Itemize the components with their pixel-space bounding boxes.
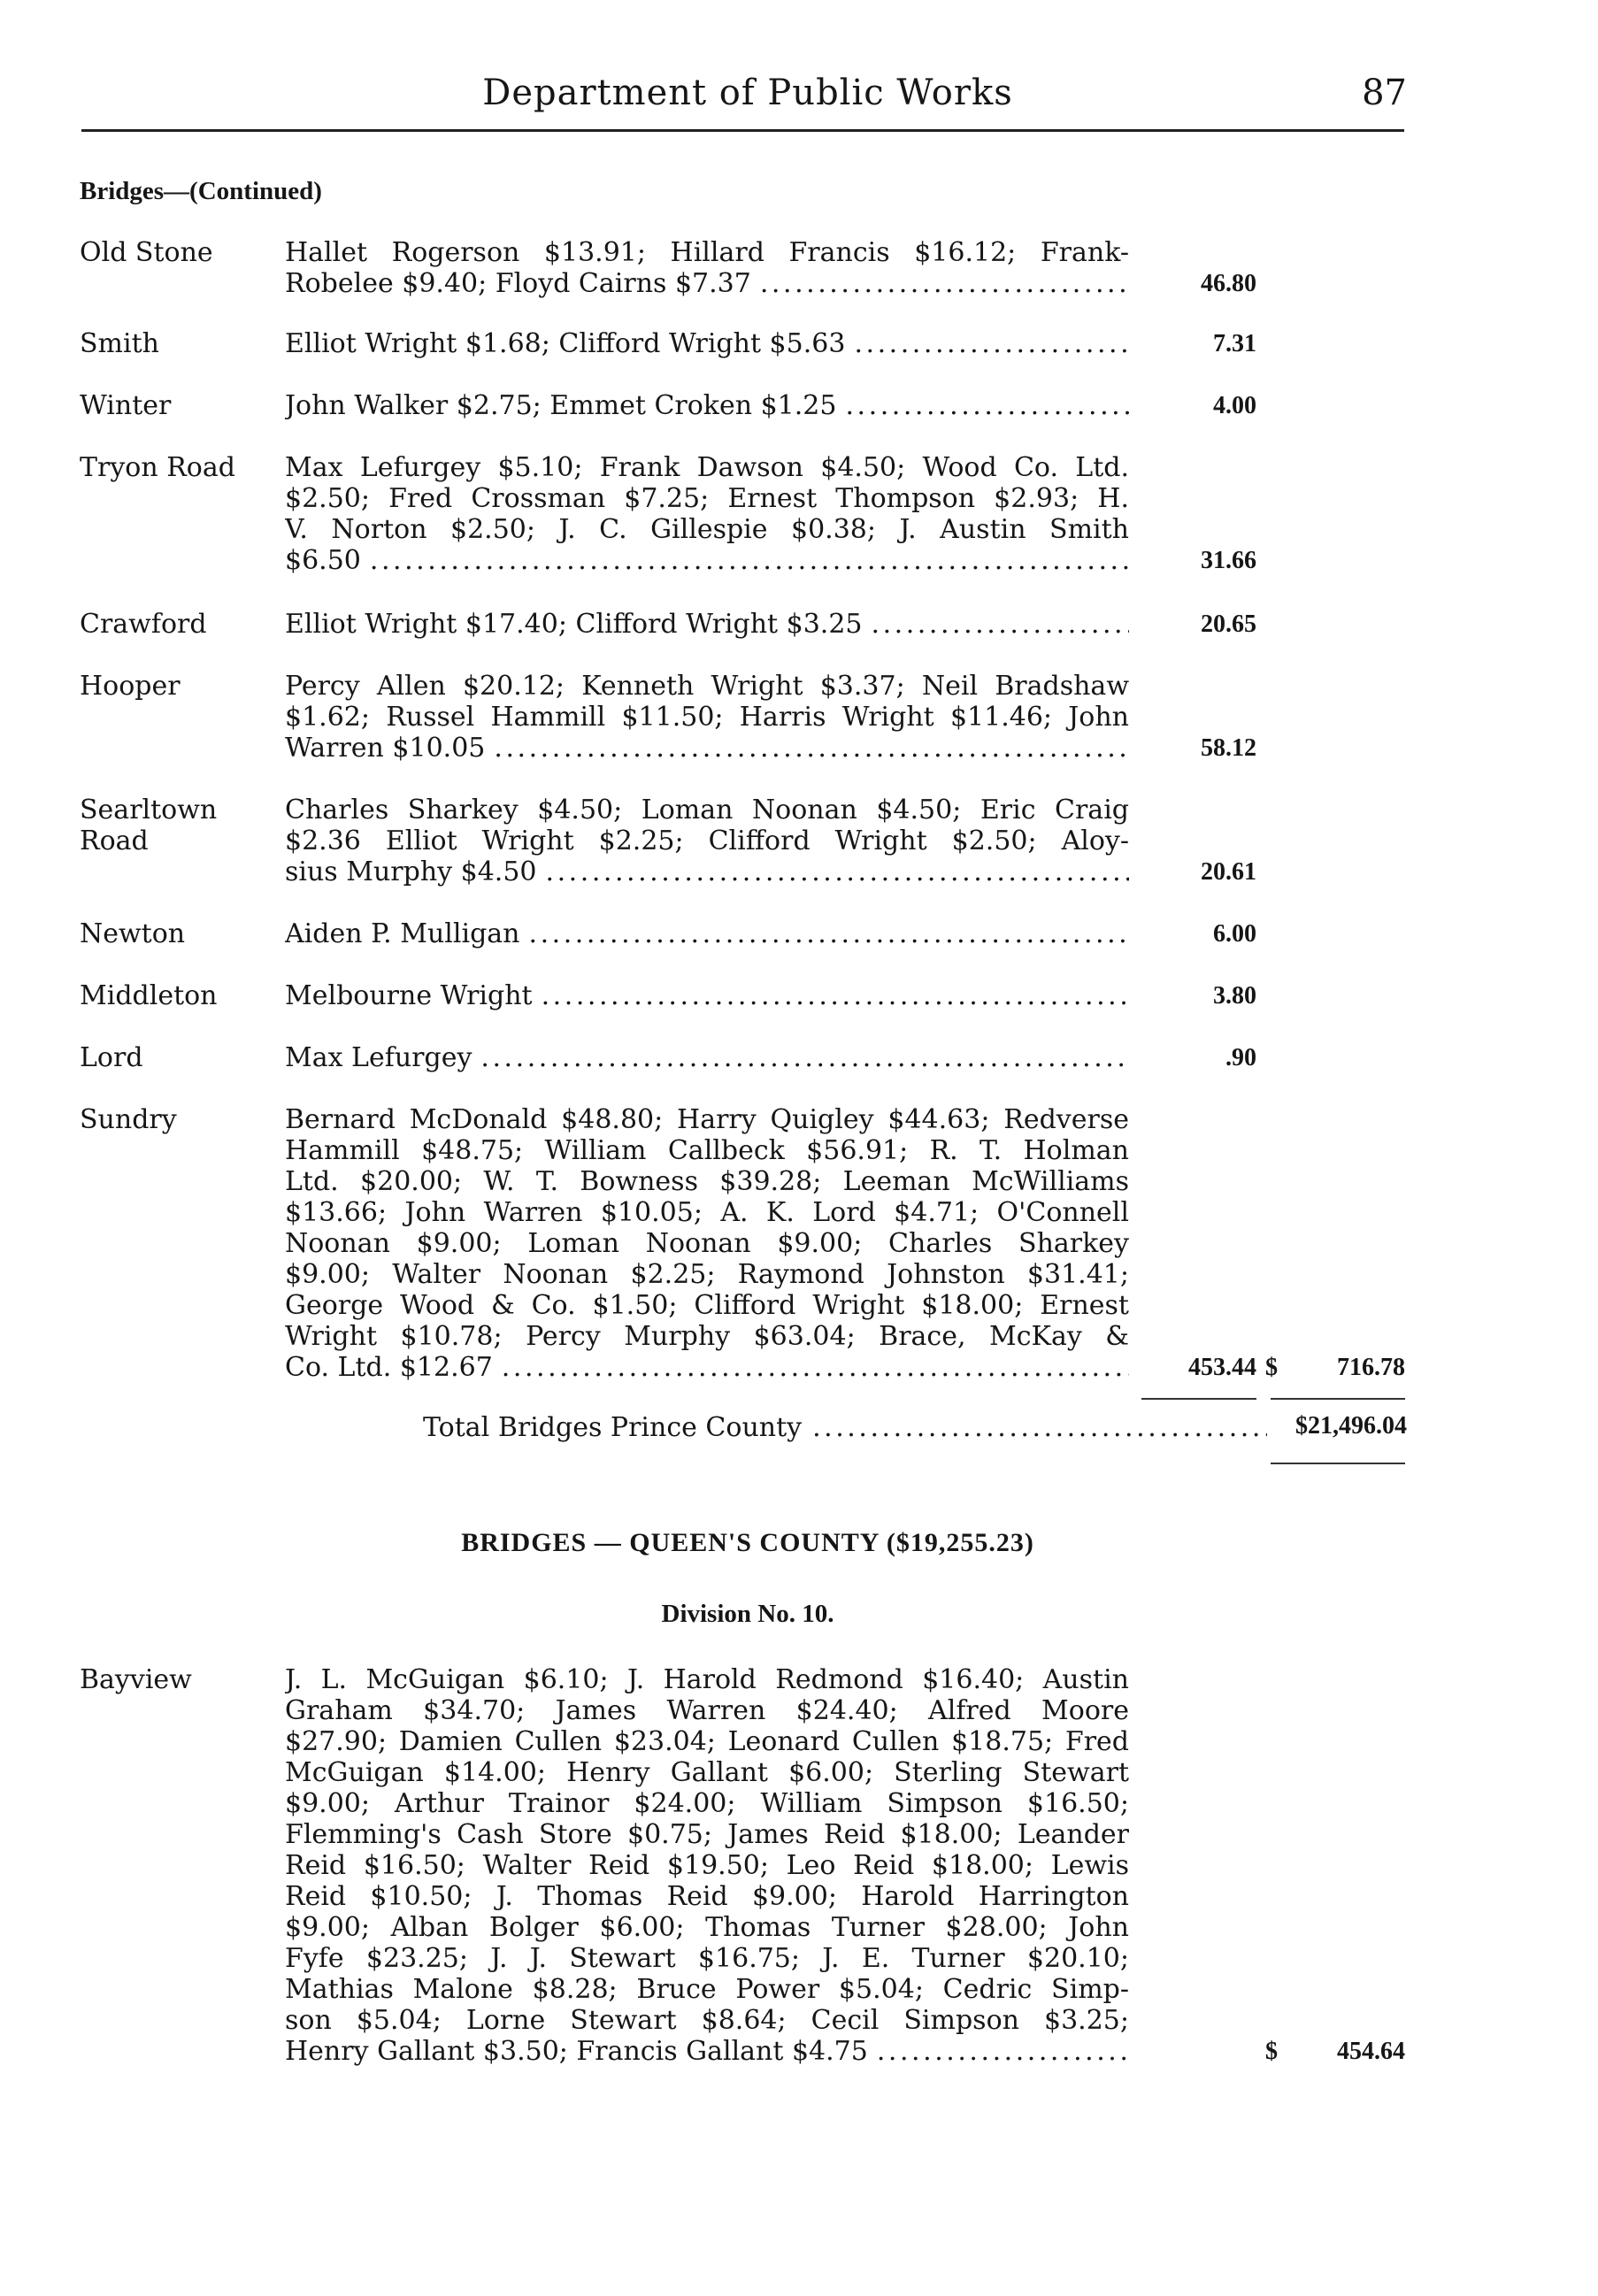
bridge-old-stone-last-line <box>285 268 1129 299</box>
bridge-sundry-line-6: $9.00; Walter Noonan $2.25; Raymond Johnston $31.41; <box>285 1259 1129 1290</box>
bridge-smith-amount: 7.31 <box>1213 330 1256 357</box>
bridge-crawford-name: Crawford <box>80 609 207 640</box>
bridge-hooper-name: Hooper <box>80 671 181 702</box>
bridge-sundry-line-1: Bernard McDonald $48.80; Harry Quigley $44.63; Redverse <box>285 1104 1129 1135</box>
bridge-middleton-description <box>285 980 1129 1011</box>
bridge-winter-description <box>285 390 1129 421</box>
bridge-winter-name: Winter <box>80 390 172 421</box>
bridge-winter-last-line-text: John Walker $2.75; Emmet Croken $1.25 <box>285 390 837 421</box>
division-heading: Division No. 10. <box>661 1600 834 1628</box>
page-number: 87 <box>1362 73 1407 113</box>
bridge-hooper-last-line-text: Warren $10.05 <box>285 733 486 764</box>
bridge-bayview-last-line-text: Henry Gallant $3.50; Francis Gallant $4.75 <box>285 2036 868 2067</box>
bridge-bayview-amount <box>1265 2036 1405 2067</box>
bridge-smith-last-line <box>285 328 1129 359</box>
bridge-sundry-line-5: Noonan $9.00; Loman Noonan $9.00; Charles Sharkey <box>285 1228 1129 1259</box>
bridge-tryon-road-name: Tryon Road <box>80 452 235 483</box>
bridge-searltown-road-amount: 20.61 <box>1201 858 1256 886</box>
bridge-bayview-leader-dots <box>868 2036 1129 2067</box>
bridge-crawford-last-line-text: Elliot Wright $17.40; Clifford Wright $3.25 <box>285 609 863 640</box>
total-rule <box>1271 1463 1405 1464</box>
bridge-newton-name: Newton <box>80 918 186 949</box>
bridge-tryon-road-amount: 31.66 <box>1201 547 1256 574</box>
bridge-searltown-road-last-line-text: sius Murphy $4.50 <box>285 856 537 887</box>
subtotal-rule-amount-column <box>1141 1398 1256 1400</box>
bridge-sundry-line-4: $13.66; John Warren $10.05; A. K. Lord $4.71; O'Connell <box>285 1197 1129 1228</box>
bridge-tryon-road-last-line-text: $6.50 <box>285 545 361 576</box>
bridge-smith-leader-dots <box>845 328 1129 359</box>
bridge-crawford-last-line <box>285 609 1129 640</box>
bridge-newton-leader-dots <box>520 918 1130 949</box>
bridge-searltown-road-description <box>285 795 1129 887</box>
bridge-lord-last-line <box>285 1042 1129 1073</box>
bridge-sundry-description <box>285 1104 1129 1383</box>
bridge-smith-description <box>285 328 1129 359</box>
bridge-lord-amount: .90 <box>1225 1044 1256 1071</box>
bridge-old-stone-line-1: Hallet Rogerson $13.91; Hillard Francis $16.12; Frank- <box>285 237 1129 268</box>
bridge-crawford-leader-dots <box>863 609 1129 640</box>
bridge-middleton-last-line <box>285 980 1129 1011</box>
bridge-bayview-name: Bayview <box>80 1664 192 1695</box>
bridge-sundry-line-2: Hammill $48.75; William Callbeck $56.91; R. T. Holman <box>285 1135 1129 1166</box>
bridge-sundry-leader-dots <box>493 1352 1129 1383</box>
bridge-lord-leader-dots <box>472 1042 1129 1073</box>
bridge-newton-last-line <box>285 918 1129 949</box>
bridge-searltown-road-line-2: $2.36 Elliot Wright $2.25; Clifford Wright $2.50; Aloy- <box>285 825 1129 856</box>
header-rule <box>81 129 1404 132</box>
bridge-bayview-line-2: Graham $34.70; James Warren $24.40; Alfred Moore <box>285 1695 1129 1726</box>
bridge-smith-name: Smith <box>80 328 159 359</box>
bridge-winter-last-line <box>285 390 1129 421</box>
bridge-middleton-leader-dots <box>533 980 1129 1011</box>
bridge-bayview-line-3: $27.90; Damien Cullen $23.04; Leonard Cullen $18.75; Fred <box>285 1726 1129 1757</box>
bridge-winter-leader-dots <box>836 390 1129 421</box>
bridge-lord-description <box>285 1042 1129 1073</box>
bridge-middleton-last-line-text: Melbourne Wright <box>285 980 533 1011</box>
subtotal-rule-total-column <box>1271 1398 1405 1400</box>
bridge-bayview-line-5: $9.00; Arthur Trainor $24.00; William Simpson $16.50; <box>285 1788 1129 1819</box>
bridge-middleton-name: Middleton <box>80 980 218 1011</box>
bridge-sundry-line-3: Ltd. $20.00; W. T. Bowness $39.28; Leeman McWilliams <box>285 1166 1129 1197</box>
bridge-hooper-leader-dots <box>485 733 1129 764</box>
bridge-tryon-road-line-1: Max Lefurgey $5.10; Frank Dawson $4.50; Wood Co. Ltd. <box>285 452 1129 483</box>
bridge-bayview-amount-sign: $ <box>1265 2038 1278 2065</box>
leader-dots <box>802 1412 1267 1444</box>
section-heading: Bridges—(Continued) <box>80 177 322 205</box>
total-bridges-row <box>423 1412 1407 1444</box>
bridge-hooper-description <box>285 671 1129 764</box>
bridge-bayview-line-10: Fyfe $23.25; J. J. Stewart $16.75; J. E. Turner $20.10; <box>285 1943 1129 1974</box>
bridge-newton-amount: 6.00 <box>1213 920 1256 948</box>
bridge-old-stone-description <box>285 237 1129 299</box>
page-header-title: Department of Public Works <box>482 73 1013 113</box>
bridge-old-stone-last-line-text: Robelee $9.40; Floyd Cairns $7.37 <box>285 268 751 299</box>
bridge-newton-last-line-text: Aiden P. Mulligan <box>285 918 520 949</box>
bridge-sundry-amount: 453.44 <box>1188 1354 1256 1381</box>
bridge-searltown-road-leader-dots <box>537 856 1129 887</box>
bridge-bayview-line-9: $9.00; Alban Bolger $6.00; Thomas Turner $28.00; John <box>285 1912 1129 1943</box>
total-amount: $21,496.04 <box>1295 1412 1407 1440</box>
bridge-sundry-subtotal <box>1265 1352 1405 1383</box>
bridge-searltown-road-name: Searltown Road <box>80 795 218 856</box>
bridge-tryon-road-line-2: $2.50; Fred Crossman $7.25; Ernest Thompson $2.93; H. <box>285 483 1129 514</box>
bridge-bayview-line-1: J. L. McGuigan $6.10; J. Harold Redmond $16.40; Austin <box>285 1664 1129 1695</box>
bridge-crawford-amount: 20.65 <box>1201 610 1256 638</box>
total-label: Total Bridges Prince County <box>423 1412 803 1443</box>
bridge-hooper-last-line <box>285 733 1129 764</box>
county-heading: BRIDGES — QUEEN'S COUNTY ($19,255.23) <box>461 1528 1034 1557</box>
bridge-old-stone-amount: 46.80 <box>1201 270 1256 297</box>
bridge-sundry-name: Sundry <box>80 1104 177 1135</box>
bridge-lord-last-line-text: Max Lefurgey <box>285 1042 472 1073</box>
bridge-bayview-line-11: Mathias Malone $8.28; Bruce Power $5.04; Cedric Simp- <box>285 1974 1129 2005</box>
bridge-bayview-amount-value: 454.64 <box>1337 2038 1405 2065</box>
bridge-winter-amount: 4.00 <box>1213 392 1256 419</box>
bridge-bayview-line-12: son $5.04; Lorne Stewart $8.64; Cecil Simpson $3.25; <box>285 2005 1129 2036</box>
bridge-tryon-road-last-line <box>285 545 1129 576</box>
bridge-sundry-subtotal-value: 716.78 <box>1337 1354 1405 1381</box>
bridge-tryon-road-line-3: V. Norton $2.50; J. C. Gillespie $0.38; J. Austin Smith <box>285 514 1129 545</box>
bridge-middleton-amount: 3.80 <box>1213 982 1256 1010</box>
bridge-searltown-road-last-line <box>285 856 1129 887</box>
bridge-old-stone-name: Old Stone <box>80 237 213 268</box>
bridge-sundry-last-line <box>285 1352 1129 1383</box>
bridge-bayview-line-4: McGuigan $14.00; Henry Gallant $6.00; Sterling Stewart <box>285 1757 1129 1788</box>
bridge-bayview-description <box>285 1664 1129 2067</box>
bridge-sundry-line-7: George Wood & Co. $1.50; Clifford Wright $18.00; Ernest <box>285 1290 1129 1321</box>
bridge-bayview-last-line <box>285 2036 1129 2067</box>
bridge-smith-last-line-text: Elliot Wright $1.68; Clifford Wright $5.63 <box>285 328 846 359</box>
bridge-tryon-road-description <box>285 452 1129 576</box>
bridge-crawford-description <box>285 609 1129 640</box>
bridge-sundry-subtotal-sign: $ <box>1265 1354 1278 1381</box>
bridge-bayview-line-6: Flemming's Cash Store $0.75; James Reid $18.00; Leander <box>285 1819 1129 1850</box>
bridge-hooper-amount: 58.12 <box>1201 734 1256 762</box>
bridge-bayview-line-7: Reid $16.50; Walter Reid $19.50; Leo Reid $18.00; Lewis <box>285 1850 1129 1881</box>
bridge-newton-description <box>285 918 1129 949</box>
bridge-hooper-line-1: Percy Allen $20.12; Kenneth Wright $3.37; Neil Bradshaw <box>285 671 1129 702</box>
bridge-sundry-line-8: Wright $10.78; Percy Murphy $63.04; Brace, McKay & <box>285 1321 1129 1352</box>
bridge-hooper-line-2: $1.62; Russel Hammill $11.50; Harris Wright $11.46; John <box>285 702 1129 733</box>
bridge-lord-name: Lord <box>80 1042 143 1073</box>
bridge-old-stone-leader-dots <box>751 268 1129 299</box>
bridge-tryon-road-leader-dots <box>361 545 1129 576</box>
bridge-bayview-line-8: Reid $10.50; J. Thomas Reid $9.00; Harold Harrington <box>285 1881 1129 1912</box>
bridge-sundry-last-line-text: Co. Ltd. $12.67 <box>285 1352 493 1383</box>
bridge-searltown-road-line-1: Charles Sharkey $4.50; Loman Noonan $4.50; Eric Craig <box>285 795 1129 825</box>
